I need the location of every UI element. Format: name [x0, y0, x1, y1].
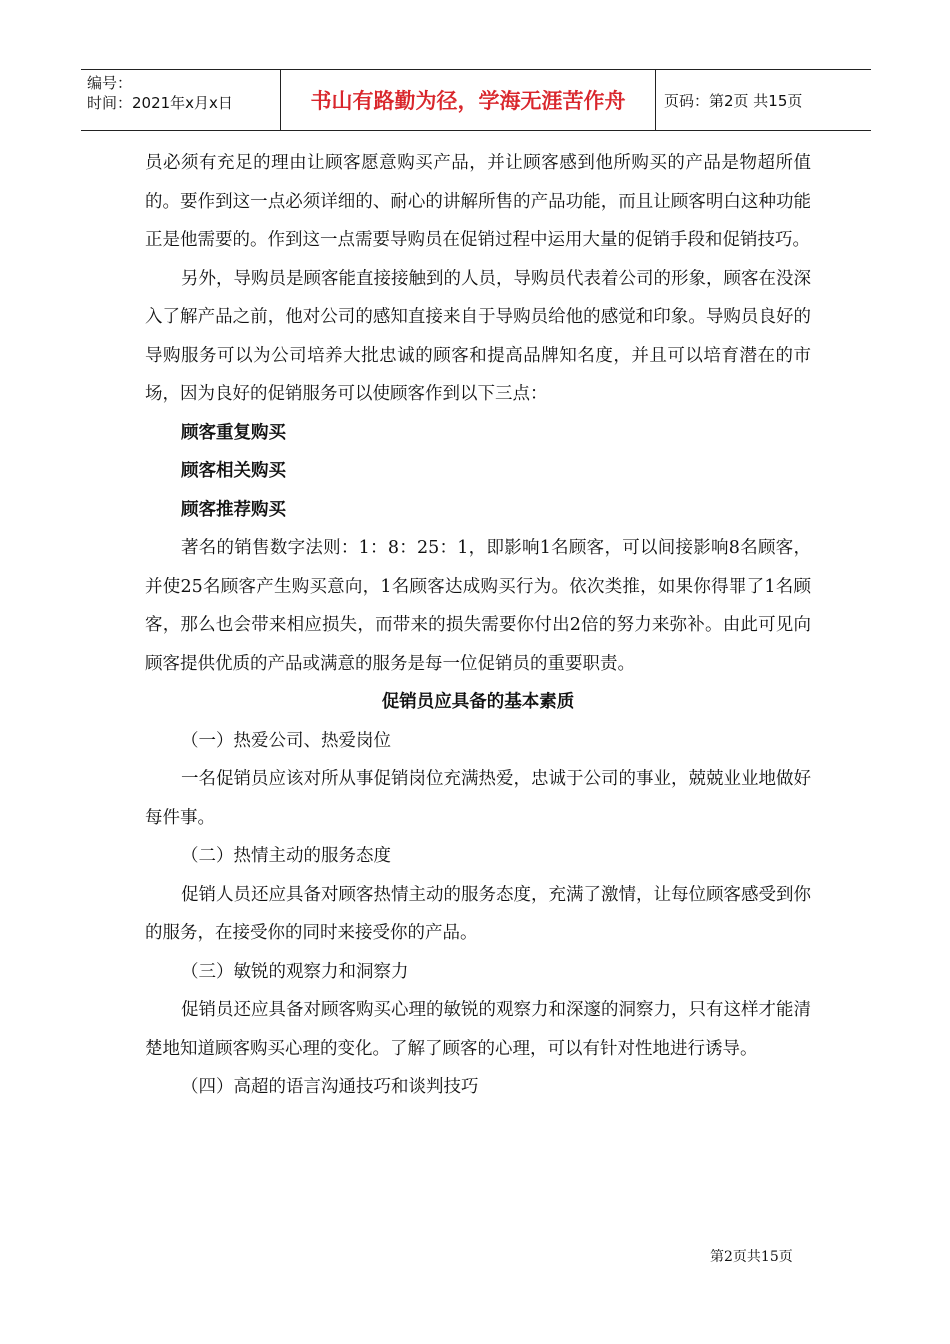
- list-item: 顾客重复购买: [181, 422, 286, 443]
- subheading: （四）高超的语言沟通技巧和谈判技巧: [181, 1077, 479, 1097]
- paragraph: 促销员还应具备对顾客购买心理的敏锐的观察力和深邃的洞察力，只有这样才能清楚地知道顾客购买心理的变化。了解了顾客的心理，可以有针对性地进行诱导。: [145, 1000, 811, 1059]
- list-item: 顾客推荐购买: [181, 499, 286, 520]
- paragraph: 著名的销售数字法则：1：8：25：1，即影响1名顾客，可以间接影响8名顾客，并使25名顾客产生购买意向，1名顾客达成购买行为。依次类推，如果你得罪了1名顾客，那么也会带来相应损失，而带来的损失需要你付出2倍的努力来弥补。由此可见向顾客提供优质的产品或满意的服务是每一位促销员的重要职责。: [145, 538, 811, 674]
- page-footer: 第2页共15页: [710, 1249, 793, 1265]
- list-item: 顾客相关购买: [181, 461, 286, 481]
- paragraph: 促销人员还应具备对顾客热情主动的服务态度，充满了激情，让每位顾客感受到你的服务，在接受你的同时来接受你的产品。: [145, 884, 811, 943]
- paragraph: 员必须有充足的理由让顾客愿意购买产品，并让顾客感到他所购买的产品是物超所值的。要作到这一点必须详细的、耐心的讲解所售的产品功能，而且让顾客明白这种功能正是他需要的。作到这一点需要导购员在促销过程中运用大量的促销手段和促销技巧。: [145, 153, 811, 250]
- subheading: （一）热爱公司、热爱岗位: [181, 730, 391, 751]
- page-header: [81, 69, 871, 131]
- section-title: 促销员应具备的基本素质: [381, 692, 575, 712]
- time-label: 时间：2021年x月x日: [87, 94, 233, 112]
- number-label: 编号：: [87, 74, 133, 92]
- subheading: （三）敏锐的观察力和洞察力: [181, 961, 409, 982]
- paragraph: 一名促销员应该对所从事促销岗位充满热爱，忠诚于公司的事业，兢兢业业地做好每件事。: [145, 769, 811, 828]
- document-body: [145, 144, 811, 1107]
- header-motto: 书山有路勤为径，学海无涯苦作舟: [281, 70, 656, 130]
- subheading: （二）热情主动的服务态度: [181, 846, 391, 866]
- paragraph: 另外，导购员是顾客能直接接触到的人员，导购员代表着公司的形象，顾客在没深入了解产品之前，他对公司的感知直接来自于导购员给他的感觉和印象。导购员良好的导购服务可以为公司培养大批忠诚的顾客和提高品牌知名度，并且可以培育潜在的市场，因为良好的促销服务可以使顾客作到以下三点：: [145, 268, 811, 404]
- header-meta: [81, 70, 281, 130]
- header-page-info: 页码：第2页 共15页: [664, 91, 803, 110]
